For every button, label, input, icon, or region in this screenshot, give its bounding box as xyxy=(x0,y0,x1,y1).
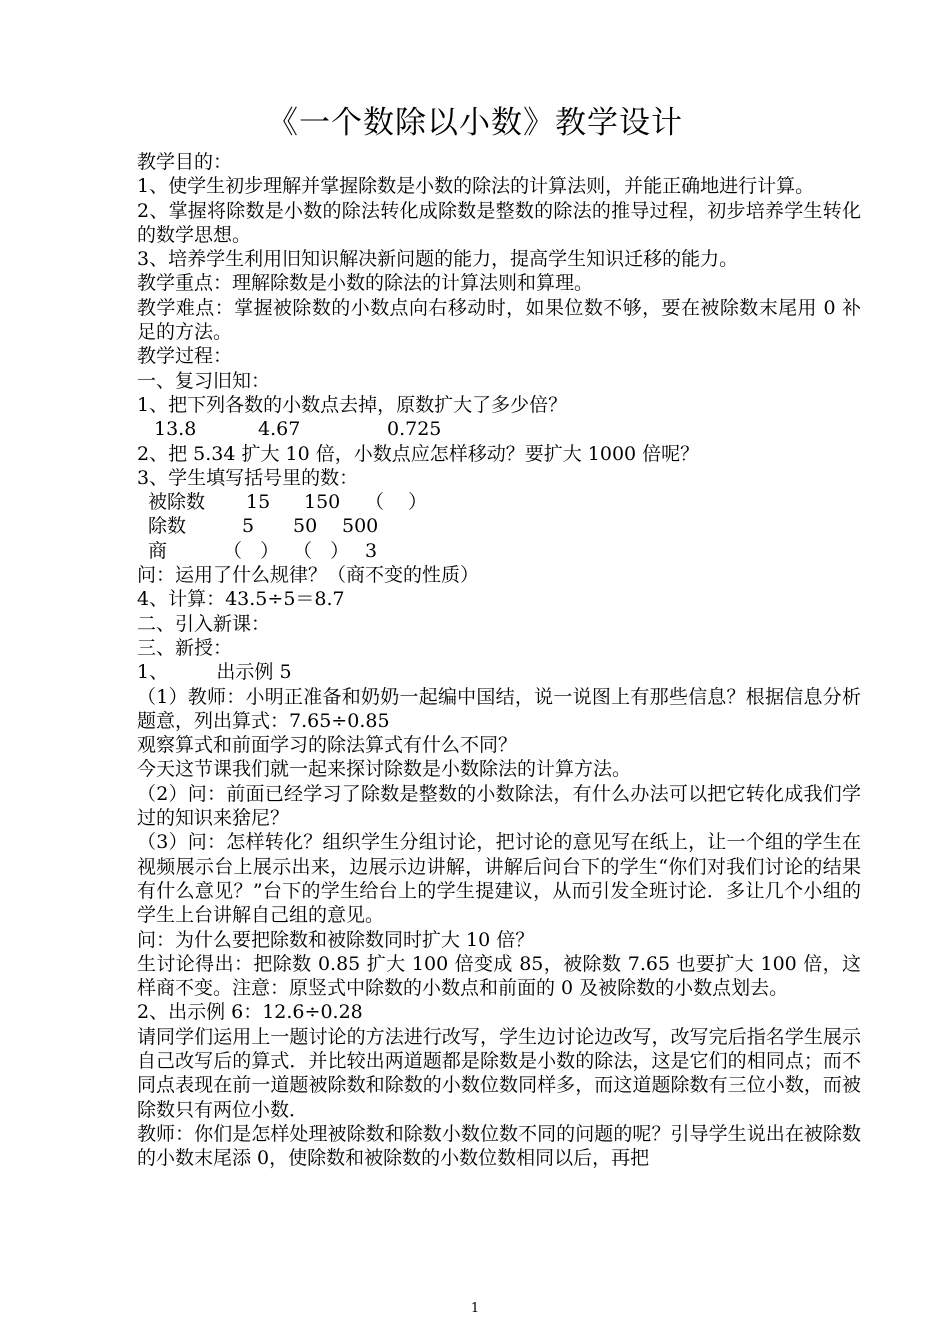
review-question-3: 3、学生填写括号里的数： xyxy=(137,466,359,489)
table-cell: 商 xyxy=(148,539,168,562)
part-3-heading: 三、新授： xyxy=(137,636,233,659)
step-1-paragraph: （1）教师：小明正准备和奶奶一起编中国结，说一说图上有那些信息？根据信息分析题意，列出算式：7.65÷0.85 xyxy=(137,685,861,732)
fill-table-row-dividend xyxy=(137,490,861,514)
teaching-key-point: 教学重点：理解除数是小数的除法的计算法则和算理。 xyxy=(137,272,594,295)
table-cell: 3 xyxy=(365,539,378,562)
section-heading-objectives: 教学目的： xyxy=(137,151,233,173)
review-question-1: 1、把下列各数的小数点去掉，原数扩大了多少倍？ xyxy=(137,393,568,416)
table-cell: 15 xyxy=(246,491,271,514)
review-question-4: 4、计算：43.5÷5＝8.7 xyxy=(137,588,345,611)
conclusion-paragraph: 生讨论得出：把除数 0.85 扩大 100 倍变成 85，被除数 7.65 也要扩大 100 倍，这样商不变。注意：原竖式中除数的小数点和前面的 0 及被除数的小数点划去。 xyxy=(137,952,861,1000)
example-5-heading: 1、 出示例 5 xyxy=(137,661,292,684)
review-question-2: 2、把 5.34 扩大 10 倍，小数点应怎样移动？要扩大 1000 倍呢？ xyxy=(137,442,700,465)
table-cell: 150 xyxy=(304,491,341,514)
teacher-paragraph: 教师：你们是怎样处理被除数和除数小数位数不同的问题的呢？引导学生说出在被除数的小数末尾添 0，使除数和被除数的小数位数相同以后，再把 xyxy=(137,1122,861,1170)
step-2-paragraph: （2）问：前面已经学习了除数是整数的小数除法，有什么办法可以把它转化成我们学过的知识来猞尼？ xyxy=(137,782,861,830)
table-cell: （ ） xyxy=(223,539,280,562)
table-cell: 500 xyxy=(342,515,379,538)
today-paragraph: 今天这节课我们就一起来探讨除数是小数除法的计算方法。 xyxy=(137,758,632,781)
section-heading-process: 教学过程： xyxy=(137,345,233,368)
review-question-rule: 问：运用了什么规律？（商不变的性质） xyxy=(137,564,480,587)
page-number: 1 xyxy=(470,1301,480,1316)
document-body xyxy=(137,150,861,1170)
step-3-paragraph: （3）问：怎样转化？组织学生分组讨论，把讨论的意见写在纸上，让一个组的学生在视频展示台上展示出来，边展示边讲解，讲解后问台下的学生“你们对我们讨论的结果有什么意见？”台下的学生给台上的学生提建议，从而引发全班讨论．多让几个小组的学生上台讲解自己组的意见。 xyxy=(137,831,861,927)
table-cell: 5 xyxy=(242,515,255,538)
objective-1: 1、使学生初步理解并掌握除数是小数的除法的计算法则，并能正确地进行计算。 xyxy=(137,175,815,198)
part-1-heading: 一、复习旧知： xyxy=(137,369,271,392)
table-cell: （ ） xyxy=(365,491,428,514)
table-cell: 除数 xyxy=(148,515,187,538)
document-title: 《一个数除以小数》教学设计 xyxy=(267,105,683,141)
review-number: 13.8 xyxy=(154,418,197,441)
example-6-heading: 2、出示例 6：12.6÷0.28 xyxy=(137,1001,363,1024)
table-cell: （ ） xyxy=(293,539,350,562)
review-numbers-row xyxy=(137,417,861,441)
question-paragraph: 问：为什么要把除数和被除数同时扩大 10 倍？ xyxy=(137,928,535,951)
objective-2: 2、掌握将除数是小数的除法转化成除数是整数的除法的推导过程，初步培养学生转化的数学思想。 xyxy=(137,199,861,246)
objective-3: 3、培养学生利用旧知识解决新问题的能力，提高学生知识迁移的能力。 xyxy=(137,248,739,271)
review-number: 4.67 xyxy=(258,418,301,441)
fill-table-row-divisor xyxy=(137,514,861,538)
table-cell: 50 xyxy=(293,515,318,538)
part-2-heading: 二、引入新课： xyxy=(137,612,271,635)
review-number: 0.725 xyxy=(387,418,442,441)
teaching-difficulty: 教学难点：掌握被除数的小数点向右移动时，如果位数不够，要在被除数末尾用 0 补足的方法。 xyxy=(137,296,861,344)
fill-table-row-quotient xyxy=(137,539,861,563)
observe-paragraph: 观察算式和前面学习的除法算式有什么不同？ xyxy=(137,734,518,757)
table-cell: 被除数 xyxy=(148,491,206,514)
example-6-paragraph: 请同学们运用上一题讨论的方法进行改写，学生边讨论边改写，改写完后指名学生展示自己改写后的算式．并比较出两道题都是除数是小数的除法，这是它们的相同点；而不同点表现在前一道题被除数和除数的小数位数同样多，而这道题除数有三位小数，而被除数只有两位小数． xyxy=(137,1025,861,1121)
